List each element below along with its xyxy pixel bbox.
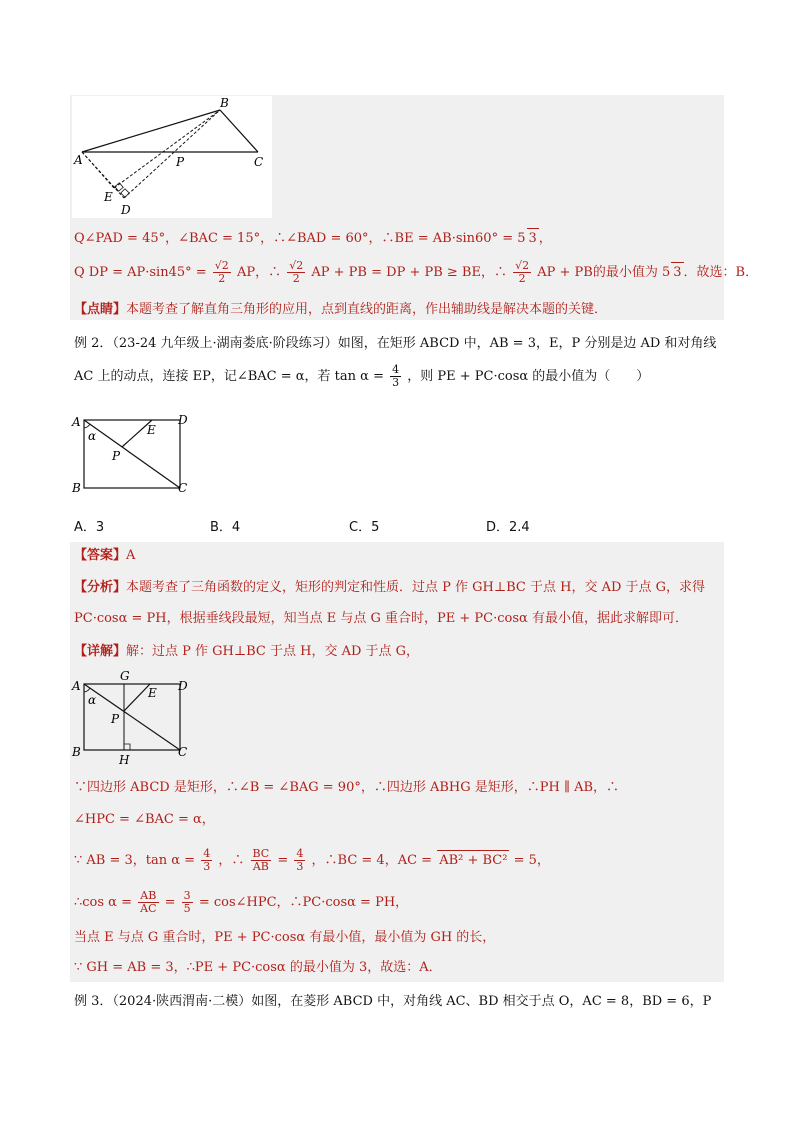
sol-frac-tan-num: 4: [203, 847, 211, 860]
sol-s3a: ∵ AB = 3，tan α =: [74, 853, 200, 868]
fig1-label-A: A: [74, 153, 83, 167]
prev-l2-sqrt: 3: [671, 262, 683, 283]
figure-1: [72, 96, 272, 218]
sol-s3e: = 5，: [509, 853, 550, 868]
fig3-label-B: B: [72, 745, 81, 759]
analysis-text-1: 本题考查了三角函数的定义，矩形的判定和性质．过点 P 作 GH⊥BC 于点 H，交 AD 于点 G，求得: [126, 580, 706, 595]
fig3-label-G: G: [120, 669, 130, 683]
fig3-label-C: C: [178, 745, 188, 759]
figure-3: [70, 668, 200, 768]
sol-frac-4: 4: [296, 847, 304, 860]
sol-s3d: ，∴BC = 4，AC =: [311, 853, 437, 868]
fig1-label-B: B: [220, 96, 229, 110]
fig3-label-alpha: α: [88, 693, 97, 707]
sol-frac-3-5: [182, 890, 193, 915]
dianjing-text: 本题考查了解直角三角形的应用，点到直线的距离，作出辅助线是解决本题的关键．: [126, 302, 608, 317]
sol-frac-ac: AC: [140, 902, 157, 915]
analysis-line-1: [74, 578, 705, 598]
sol-frac-3: 3: [296, 860, 304, 873]
option-b[interactable]: B．4: [210, 520, 241, 535]
prev-fraction-1: [213, 260, 231, 285]
detail-tag: 【详解】: [74, 644, 127, 659]
sol-line-1: ∵四边形 ABCD 是矩形，∴∠B = ∠BAG = 90°，∴四边形 ABHG 是矩形，∴PH ∥ AB，∴: [74, 780, 620, 795]
fig2-label-A: A: [72, 415, 81, 429]
option-a[interactable]: A．3: [74, 520, 105, 535]
ex2-tan-den: 3: [392, 376, 400, 389]
prev-fraction-2: [287, 260, 305, 285]
prev-fraction-3: [513, 260, 531, 285]
sol-s3c: =: [277, 853, 293, 868]
fig2-label-P: P: [112, 449, 121, 463]
sol-frac-5: 5: [183, 902, 191, 915]
sol-line-6: ∵ GH = AB = 3，∴PE + PC·cosα 的最小值为 3，故选：A．: [74, 960, 442, 975]
fig1-label-D: D: [121, 203, 131, 217]
fig2-label-E: E: [147, 423, 156, 437]
fig2-label-C: C: [178, 481, 188, 495]
prev-frac2-den: 2: [292, 272, 300, 285]
prev-l2f: ．故选：B．: [683, 265, 759, 280]
dianjing-tag: 【点睛】: [74, 302, 127, 317]
ex2-line-2: [74, 364, 649, 389]
sol-line-2: ∠HPC = ∠BAC = α，: [74, 812, 215, 827]
sol-s4b: =: [164, 895, 180, 910]
fig3-label-P: P: [111, 712, 120, 726]
prev-l1-text: Q∠PAD = 45°，∠BAC = 15°，∴∠BAD = 60°，∴BE = AB·sin60° = 5: [74, 231, 526, 246]
sol-line-3: [74, 848, 550, 873]
answer-tag: 【答案】: [74, 548, 127, 563]
sol-s4a: ∴cos α =: [74, 895, 137, 910]
prev-l2c: AP + PB = DP + PB ≥ BE，∴: [311, 265, 512, 280]
fig2-label-B: B: [72, 481, 81, 495]
sol-sqrt: AB² + BC²: [437, 850, 509, 871]
prev-l2b: AP，∴: [236, 265, 286, 280]
analysis-line-2: PC·cosα = PH，根据垂线段最短，知当点 E 与点 G 重合时，PE + PC·cosα 有最小值，据此求解即可．: [74, 611, 688, 626]
fig2-label-D: D: [178, 413, 188, 427]
figure-2: [70, 410, 200, 500]
prev-l2e: 的最小值为 5: [592, 265, 671, 280]
sol-frac-ab: AB: [252, 860, 269, 873]
fig3-label-H: H: [119, 753, 130, 767]
dianjing-line: [74, 300, 607, 320]
ex2-tan-fraction: [390, 364, 401, 389]
sol-s4c: = cos∠HPC，∴PC·cosα = PH，: [198, 895, 409, 910]
prev-l1-sqrt: 3: [527, 228, 539, 249]
fig2-label-alpha: α: [88, 429, 97, 443]
prev-line-1: [74, 228, 552, 249]
sol-line-4: [74, 890, 408, 915]
option-c[interactable]: C．5: [349, 520, 380, 535]
ex3-line: 例 3．（2024·陕西渭南·二模）如图，在菱形 ABCD 中，对角线 AC、BD 相交于点 O，AC = 8，BD = 6，P: [74, 994, 712, 1009]
prev-frac3-num: √2: [515, 259, 530, 272]
fig3-label-A: A: [72, 679, 81, 693]
sol-s3b: ，∴: [218, 853, 245, 868]
prev-l1-end: ，: [538, 231, 552, 246]
prev-frac2-num: √2: [289, 259, 304, 272]
ex2-l2a: AC 上的动点，连接 EP，记∠BAC = α，若 tan α =: [74, 369, 389, 384]
answer-line: [74, 546, 135, 566]
ex2-l2b: ，则 PE + PC·cosα 的最小值为（ ）: [407, 369, 650, 384]
sol-frac-bc-ab: [251, 848, 272, 873]
fig1-label-E: E: [104, 190, 113, 204]
sol-frac-ab2: AB: [138, 890, 158, 903]
detail-line: [74, 642, 419, 662]
ex2-tan-num: 4: [392, 363, 400, 376]
option-d[interactable]: D．2.4: [486, 520, 530, 535]
answer-value: A: [126, 548, 136, 563]
prev-line-2: [74, 260, 758, 285]
prev-frac1-den: 2: [218, 272, 226, 285]
analysis-tag: 【分析】: [74, 580, 127, 595]
fig3-label-D: D: [178, 679, 188, 693]
sol-frac-tan: [201, 848, 212, 873]
prev-l2d: AP + PB: [537, 265, 593, 280]
sol-frac-tan-den: 3: [203, 860, 211, 873]
sol-frac-ab-ac: [138, 890, 158, 915]
sol-line-5: 当点 E 与点 G 重合时，PE + PC·cosα 有最小值，最小值为 GH 的长，: [74, 930, 496, 945]
prev-l2a: Q DP = AP·sin45° =: [74, 265, 211, 280]
sol-frac-bc: BC: [252, 847, 270, 860]
fig3-label-E: E: [148, 686, 157, 700]
ex2-line-1: 例 2．（23-24 九年级上·湖南娄底·阶段练习）如图，在矩形 ABCD 中，AB = 3，E，P 分别是边 AD 和对角线: [74, 336, 717, 351]
prev-frac1-num: √2: [214, 259, 229, 272]
prev-frac3-den: 2: [518, 272, 526, 285]
sol-frac-3b: 3: [183, 889, 191, 902]
detail-text: 解：过点 P 作 GH⊥BC 于点 H，交 AD 于点 G，: [126, 644, 420, 659]
fig1-label-P: P: [176, 155, 185, 169]
sol-frac-4-3: [294, 848, 305, 873]
fig1-label-C: C: [254, 155, 264, 169]
